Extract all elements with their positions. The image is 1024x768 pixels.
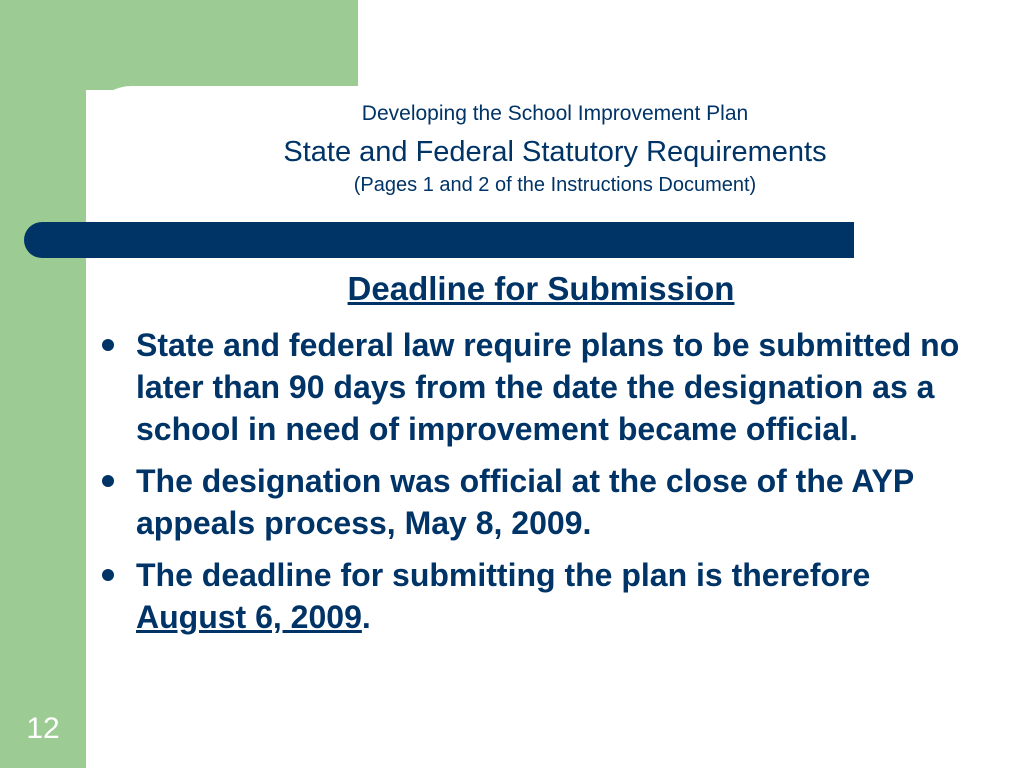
bullet-text-after: . [361, 599, 371, 635]
slide-title-line2: State and Federal Statutory Requirements [283, 136, 827, 168]
bullet-text: The designation was official at the close of the AYP appeals process, May 8, 2009. [136, 463, 914, 541]
bullet-item [96, 554, 976, 638]
bullet-text-before: The deadline for submitting the plan is therefore [136, 557, 871, 593]
deadline-date: August 6, 2009 [136, 599, 362, 635]
bullet-icon [102, 569, 114, 581]
slide-title-line1: Developing the School Improvement Plan [361, 102, 749, 125]
left-green-bar [0, 0, 86, 768]
bullet-list [96, 324, 976, 648]
bullet-icon [102, 475, 114, 487]
section-heading: Deadline for Submission [347, 270, 735, 307]
top-green-block [86, 0, 358, 90]
slide-title-line3: (Pages 1 and 2 of the Instructions Document) [353, 174, 757, 196]
bullet-text: State and federal law require plans to be submitted no later than 90 days from the date the designation as a school in need of improvement became official. [136, 327, 960, 447]
bullet-icon [102, 339, 114, 351]
bullet-item [96, 460, 976, 544]
title-divider-bar [24, 222, 854, 258]
bullet-item [96, 324, 976, 450]
slide-number: 12 [26, 712, 60, 745]
